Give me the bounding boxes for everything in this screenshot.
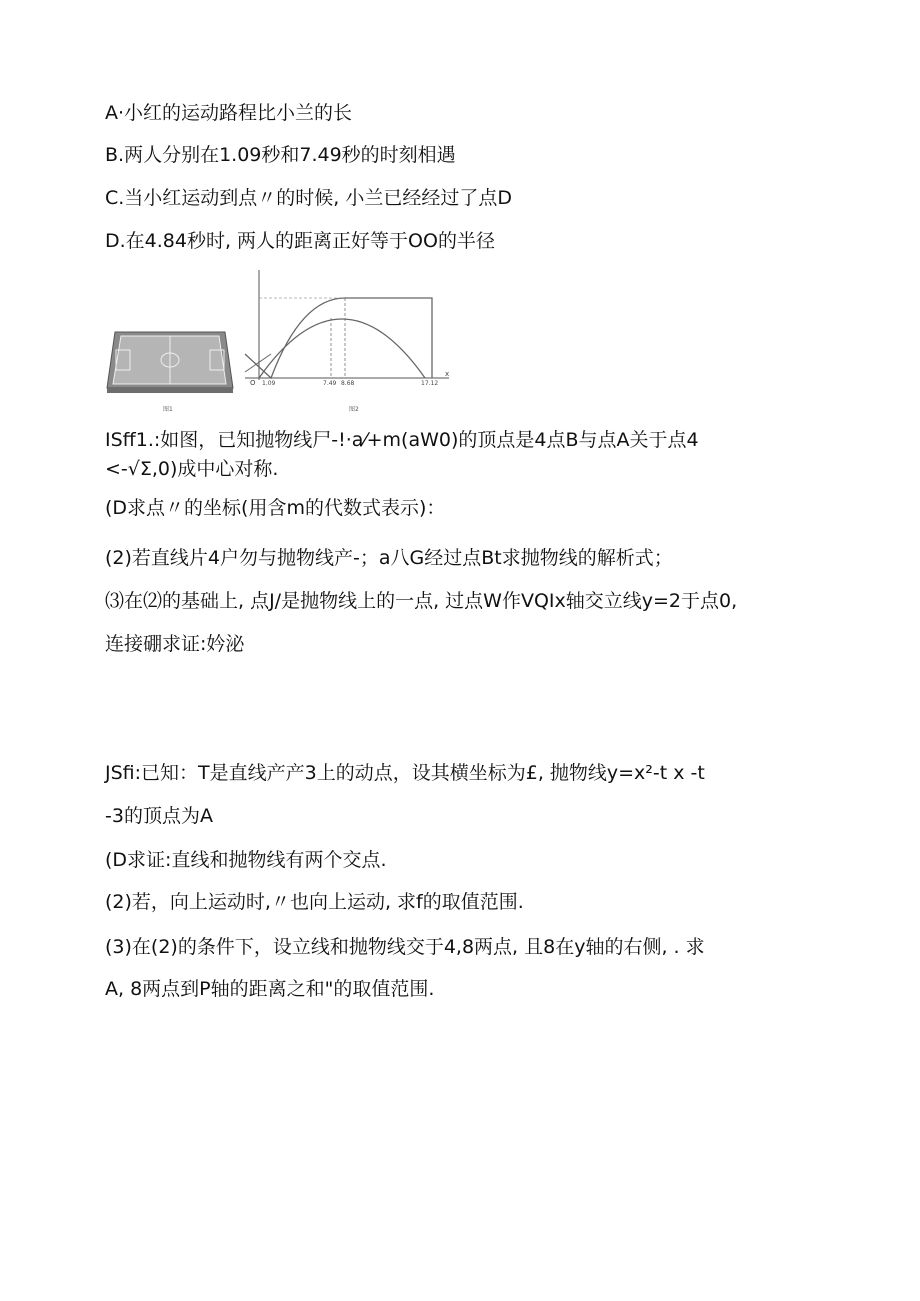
problem2-part-2: (2)若，向上运动时,〃也向上运动, 求f的取值范围. [105, 891, 524, 913]
problem2-part-3: (3)在(2)的条件下，设立线和抛物线交于4,8两点, 且8在y轴的右侧, . 求 [105, 936, 705, 958]
tick-label: 1.09 [262, 380, 276, 387]
tick-label: 17.12 [421, 380, 439, 387]
problem2-part-3-cont: A, 8两点到P轴的距离之和"的取值范围. [105, 978, 435, 1000]
soccer-field-image [107, 332, 233, 393]
problem1-line-1: ISff1.:如图，已知抛物线尸-!·a⁄+m(aW0)的顶点是4点B与点A关于点4 [105, 429, 699, 451]
problem1-part-3-cont: 连接硼求证:妗泌 [105, 633, 245, 655]
caption-left: 图1 [163, 406, 173, 413]
problem1-part-2: (2)若直线片4户勿与抛物线产-；a八G经过点Bt求抛物线的解析式； [105, 547, 673, 569]
axis-x-label: x [445, 370, 450, 378]
tick-label: 7.49 [323, 380, 337, 387]
problem2-line-2: -3的顶点为A [105, 805, 213, 827]
option-a: A·小红的运动路程比小兰的长 [105, 102, 353, 124]
figure-svg [105, 268, 457, 415]
problem1-part-1: (D求点〃的坐标(用含m的代数式表示)： [105, 497, 446, 519]
curve-xiaolan [259, 319, 425, 378]
curve-xiaohong [245, 298, 432, 378]
tick-label: 8.68 [341, 380, 355, 387]
option-b: B.两人分别在1.09秒和7.49秒的时刻相遇 [105, 144, 456, 166]
option-d: D.在4.84秒时, 两人的距离正好等于OO的半径 [105, 230, 495, 252]
caption-right: 图2 [349, 406, 359, 413]
problem1-line-2: <-√Σ,0)成中心对称. [105, 458, 279, 480]
origin-label: O [250, 379, 256, 387]
option-c: C.当小红运动到点〃的时候, 小兰已经经过了点D [105, 187, 513, 209]
problem1-part-3: ⑶在⑵的基础上, 点J/是抛物线上的一点, 过点W作VQIx轴交立线y=2于点0, [105, 590, 738, 612]
problem2-part-1: (D求证:直线和抛物线有两个交点. [105, 849, 387, 871]
problem2-line-1: JSfi:已知：T是直线产产3上的动点，设其横坐标为£, 抛物线y=x²-t x -t [105, 762, 705, 784]
figure [105, 268, 457, 415]
